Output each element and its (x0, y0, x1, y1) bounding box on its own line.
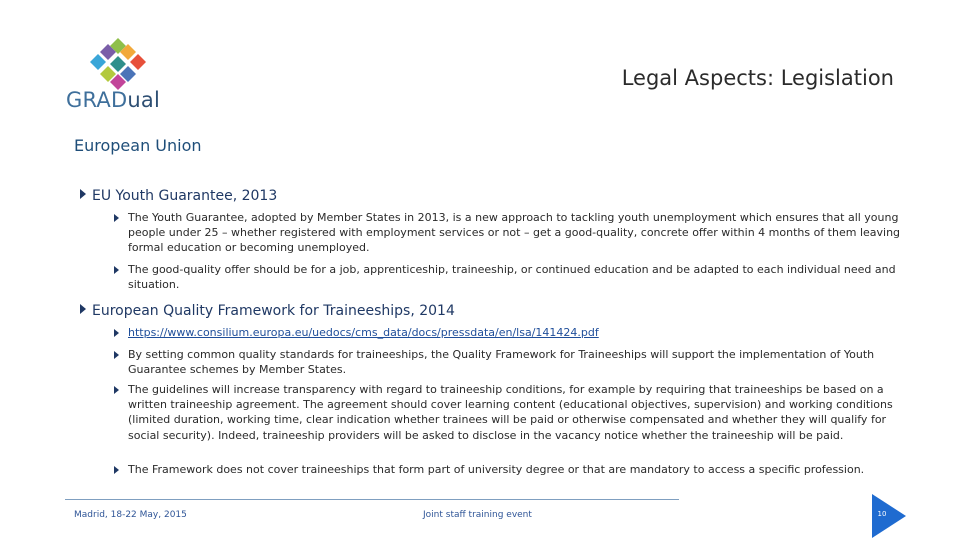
council-pdf-link[interactable]: https://www.consilium.europa.eu/uedocs/cms_data/docs/pressdata/en/lsa/141424.pdf (128, 326, 599, 339)
heading-quality-framework (80, 303, 455, 319)
footer-divider (65, 499, 679, 500)
logo-diamond-icon (90, 38, 146, 90)
bullet-text: The Youth Guarantee, adopted by Member States in 2013, is a new approach to tackling youth unemployment which ensures that all young people under 25 – whether registered with employment services or not – get a good-quality, concrete offer within 4 months of them leaving formal education or becoming unemployed. (128, 211, 901, 255)
page-number: 10 (877, 510, 887, 518)
gradual-logo (66, 38, 170, 112)
bullet-item (114, 382, 910, 443)
bullet-text: The good-quality offer should be for a job, apprenticeship, traineeship, or continued education and be adapted to each individual need and situation. (128, 263, 896, 292)
bullet-text: By setting common quality standards for traineeships, the Quality Framework for Traineeships will support the implementation of Youth Guarantee schemes by Member States. (128, 348, 875, 377)
bullet-text: The Framework does not cover traineeships that form part of university degree or that are mandatory to access a specific profession. (128, 463, 865, 476)
footer-event-name: Joint staff training event (423, 510, 532, 520)
bullet-item (114, 262, 910, 292)
bullet-item (114, 462, 910, 477)
slide-title: Legal Aspects: Legislation (621, 66, 894, 90)
footer-date-location: Madrid, 18-22 May, 2015 (74, 510, 187, 520)
bullet-arrow-icon (80, 304, 86, 314)
bullet-item (114, 210, 910, 256)
bullet-arrow-icon (114, 214, 119, 222)
bullet-arrow-icon (114, 386, 119, 394)
bullet-text: The guidelines will increase transparency with regard to traineeship conditions, for example by requiring that traineeships be based on a written traineeship agreement. The agreement should cover learning content (educational objectives, supervision) and working conditions (limited duration, working time, clear indication whether trainees will be paid or otherwise compensated and whether they will qualify for social security). Indeed, traineeship providers will be asked to disclose in the vacancy notice whether the traineeship will be paid. (128, 383, 893, 442)
bullet-arrow-icon (80, 189, 86, 199)
heading-text: EU Youth Guarantee, 2013 (92, 188, 278, 204)
section-heading: European Union (74, 136, 202, 155)
bullet-item (114, 325, 910, 340)
heading-youth-guarantee (80, 188, 277, 204)
logo-wordmark: GRADual (66, 88, 160, 112)
bullet-arrow-icon (114, 351, 119, 359)
bullet-arrow-icon (114, 266, 119, 274)
bullet-arrow-icon (114, 466, 119, 474)
bullet-arrow-icon (114, 329, 119, 337)
heading-text: European Quality Framework for Traineeships, 2014 (92, 303, 455, 319)
bullet-item (114, 347, 910, 377)
